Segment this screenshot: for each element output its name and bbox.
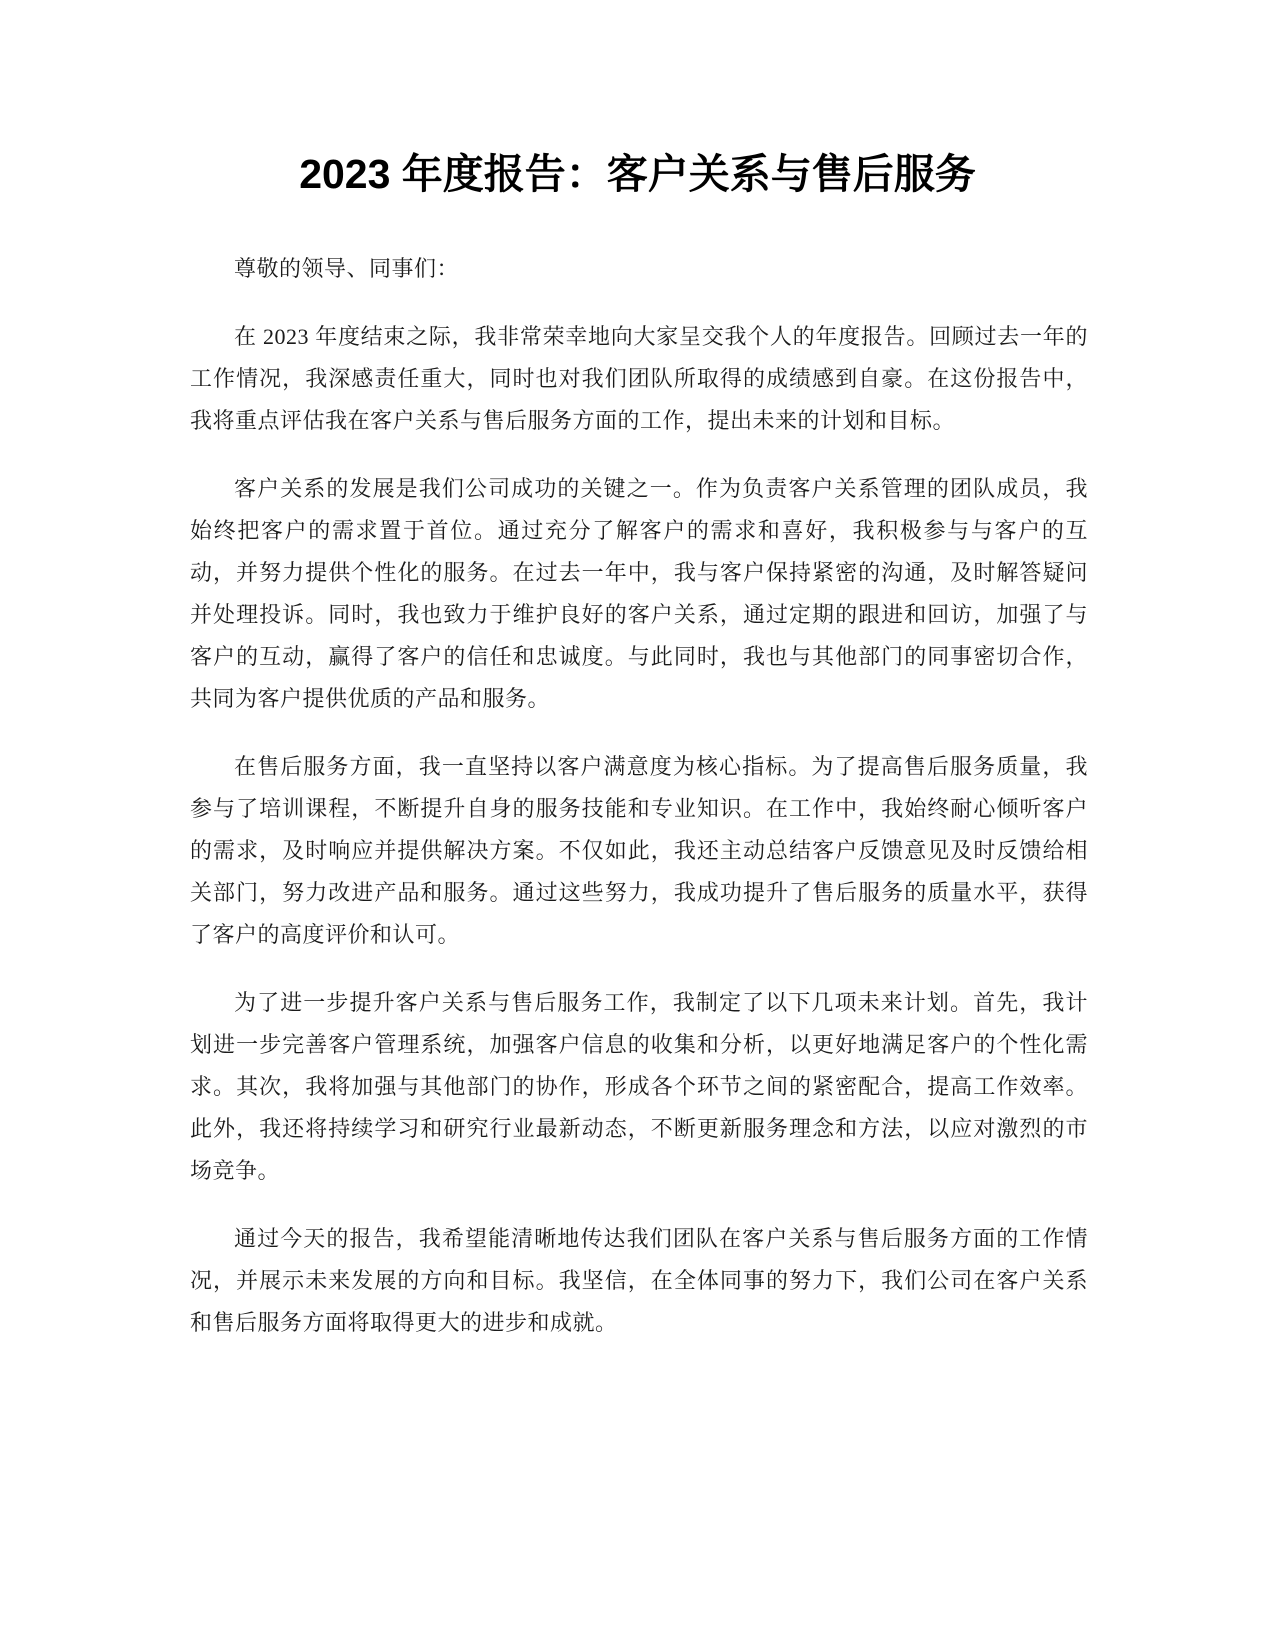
document-title: 2023 年度报告：客户关系与售后服务 — [299, 151, 976, 197]
salutation: 尊敬的领导、同事们： — [234, 256, 460, 281]
paragraph-customer-relations: 客户关系的发展是我们公司成功的关键之一。作为负责客户关系管理的团队成员，我始终把客户的需求置于首位。通过充分了解客户的需求和喜好，我积极参与与客户的互动，并努力提供个性化的服务。在过去一年中，我与客户保持紧密的沟通，及时解答疑问并处理投诉。同时，我也致力于维护良好的客户关系，通过定期的跟进和回访，加强了与客户的互动，赢得了客户的信任和忠诚度。与此同时，我也与其他部门的同事密切合作，共同为客户提供优质的产品和服务。 — [190, 476, 1088, 711]
paragraph-future-plans: 为了进一步提升客户关系与售后服务工作，我制定了以下几项未来计划。首先，我计划进一步完善客户管理系统，加强客户信息的收集和分析，以更好地满足客户的个性化需求。其次，我将加强与其他部门的协作，形成各个环节之间的紧密配合，提高工作效率。此外，我还将持续学习和研究行业最新动态，不断更新服务理念和方法，以应对激烈的市场竞争。 — [190, 990, 1088, 1183]
paragraph-intro: 在 2023 年度结束之际，我非常荣幸地向大家呈交我个人的年度报告。回顾过去一年的工作情况，我深感责任重大，同时也对我们团队所取得的成绩感到自豪。在这份报告中，我将重点评估我在客户关系与售后服务方面的工作，提出未来的计划和目标。 — [190, 324, 1088, 433]
paragraph-conclusion: 通过今天的报告，我希望能清晰地传达我们团队在客户关系与售后服务方面的工作情况，并展示未来发展的方向和目标。我坚信，在全体同事的努力下，我们公司在客户关系和售后服务方面将取得更大的进步和成就。 — [190, 1226, 1088, 1335]
document-body — [190, 248, 1088, 1370]
paragraph-after-sales: 在售后服务方面，我一直坚持以客户满意度为核心指标。为了提高售后服务质量，我参与了培训课程，不断提升自身的服务技能和专业知识。在工作中，我始终耐心倾听客户的需求，及时响应并提供解决方案。不仅如此，我还主动总结客户反馈意见及时反馈给相关部门，努力改进产品和服务。通过这些努力，我成功提升了售后服务的质量水平，获得了客户的高度评价和认可。 — [190, 754, 1088, 947]
